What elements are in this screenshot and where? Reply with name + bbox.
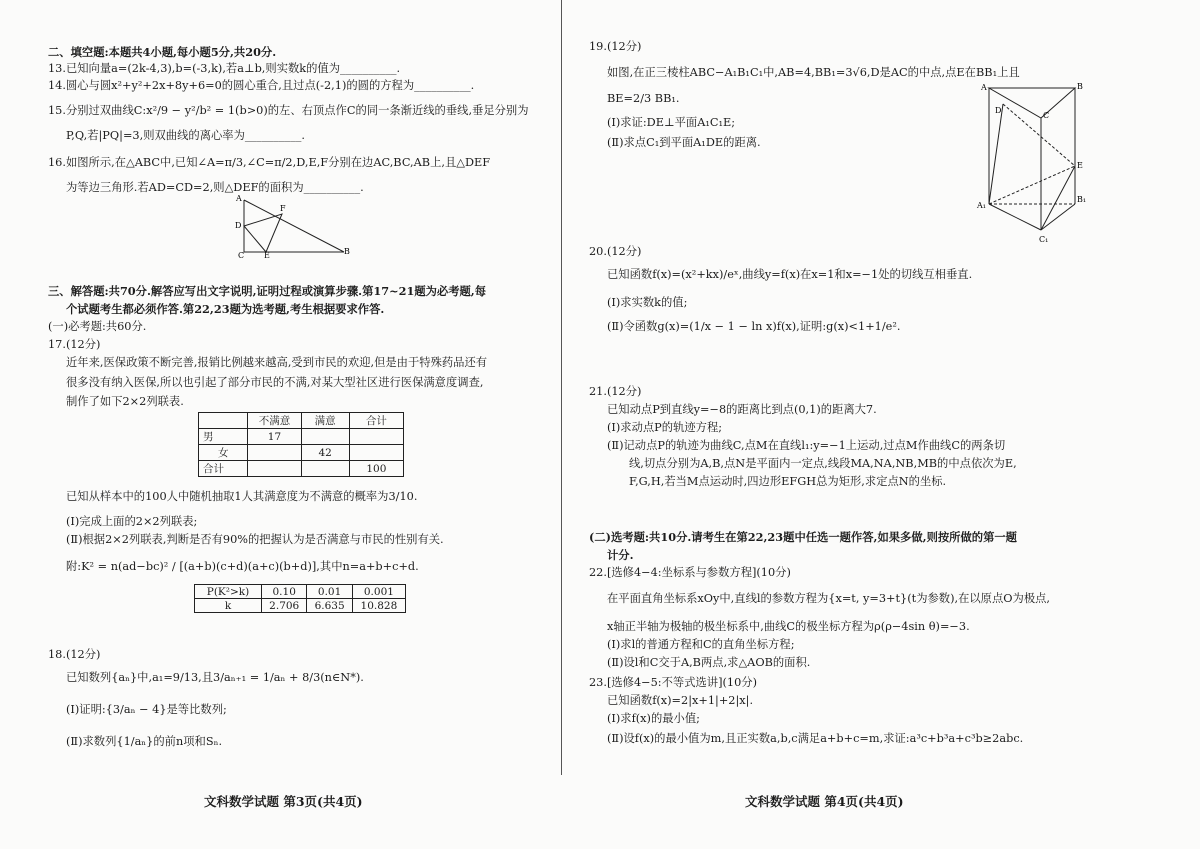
fig19-label-a: A <box>981 83 987 92</box>
fig19-label-d: D <box>995 106 1002 115</box>
table-cell <box>301 429 349 445</box>
table-cell: 42 <box>301 445 349 461</box>
question-17-formula: 附:K² = n(ad−bc)² / [(a+b)(c+d)(a+c)(b+d)],其中n=a+b+c+d. <box>66 560 419 573</box>
fig19-label-c1: C₁ <box>1039 235 1049 244</box>
critical-value-table <box>194 584 406 613</box>
table-cell: P(K²>k) <box>195 585 262 599</box>
table-cell: 0.01 <box>307 585 352 599</box>
table-cell <box>248 461 301 477</box>
question-23-p1: 已知函数f(x)=2|x+1|+2|x|. <box>607 694 754 707</box>
table-cell <box>349 429 403 445</box>
table-cell: 合计 <box>199 461 248 477</box>
table-cell: 0.10 <box>262 585 307 599</box>
question-21-part-ii-line3: F,G,H,若当M点运动时,四边形EFGH总为矩形,求定点N的坐标. <box>629 475 947 488</box>
table-cell: 不满意 <box>248 413 301 429</box>
fig16-label-f: F <box>280 204 286 213</box>
table-cell: 0.001 <box>352 585 405 599</box>
question-22-head: 22.[选修4−4:坐标系与参数方程](10分) <box>589 566 791 579</box>
question-22-p1: 在平面直角坐标系xOy中,直线l的参数方程为{x=t, y=3+t}(t为参数),在以原点O为极点, <box>607 592 1051 605</box>
question-17-head: 17.(12分) <box>48 338 101 351</box>
section-2-title: 二、填空题:本题共4小题,每小题5分,共20分. <box>48 45 277 59</box>
table-cell: 17 <box>248 429 301 445</box>
table-row <box>199 445 404 461</box>
table-row <box>195 585 406 599</box>
page-4 <box>563 0 1200 849</box>
question-20-head: 20.(12分) <box>589 245 642 258</box>
section-3-line1: 三、解答题:共70分.解答应写出文字说明,证明过程或演算步骤.第17~21题为必考题,每 <box>48 284 487 298</box>
triangle-figure-16 <box>232 192 352 258</box>
table-cell: 2.706 <box>262 599 307 613</box>
prism-figure-19 <box>971 80 1087 248</box>
table-cell: 6.635 <box>307 599 352 613</box>
table-cell: 10.828 <box>352 599 405 613</box>
table-row <box>195 599 406 613</box>
question-19-part-ii: (Ⅱ)求点C₁到平面A₁DE的距离. <box>607 136 761 149</box>
table-cell: 满意 <box>301 413 349 429</box>
table-row <box>199 413 404 429</box>
question-23-head: 23.[选修4−5:不等式选讲](10分) <box>589 676 757 689</box>
question-21-part-ii-line1: (Ⅱ)记动点P的轨迹为曲线C,点M在直线l₁:y=−1上运动,过点M作曲线C的两条切 <box>607 439 1006 452</box>
fig16-label-c: C <box>238 251 245 258</box>
question-17-part-ii: (Ⅱ)根据2×2列联表,判断是否有90%的把握认为是否满意与市民的性别有关. <box>66 533 444 546</box>
table-cell: 100 <box>349 461 403 477</box>
question-21-p1: 已知动点P到直线y=−8的距离比到点(0,1)的距离大7. <box>607 403 877 416</box>
table-cell: 女 <box>199 445 248 461</box>
question-22-part-ii: (Ⅱ)设l和C交于A,B两点,求△AOB的面积. <box>607 656 811 669</box>
question-20-p1: 已知函数f(x)=(x²+kx)/eˣ,曲线y=f(x)在x=1和x=−1处的切线互相垂直. <box>607 268 973 281</box>
question-15-line1: 15.分别过双曲线C:x²/9 − y²/b² = 1(b>0)的左、右顶点作C的同一条渐近线的垂线,垂足分别为 <box>48 104 529 117</box>
contingency-table <box>198 412 404 477</box>
section-3-line2: 个试题考生都必须作答.第22,23题为选考题,考生根据要求作答. <box>66 302 385 316</box>
question-16-line2: 为等边三角形.若AD=CD=2,则△DEF的面积为__________. <box>66 181 364 194</box>
question-18-p1: 已知数列{aₙ}中,a₁=9/13,且3/aₙ₊₁ = 1/aₙ + 8/3(n∈N*). <box>66 671 364 684</box>
fig16-label-e: E <box>264 251 270 258</box>
table-cell <box>199 413 248 429</box>
fig19-label-b: B <box>1077 82 1083 91</box>
question-18-part-ii: (Ⅱ)求数列{1/aₙ}的前n项和Sₙ. <box>66 735 223 748</box>
question-21-head: 21.(12分) <box>589 385 642 398</box>
question-13: 13.已知向量a=(2k-4,3),b=(-3,k),若a⊥b,则实数k的值为__________. <box>48 62 401 75</box>
question-20-part-ii: (Ⅱ)令函数g(x)=(1/x − 1 − ln x)f(x),证明:g(x)<1+1/e². <box>607 320 901 333</box>
question-18-part-i: (Ⅰ)证明:{3/aₙ − 4}是等比数列; <box>66 703 227 716</box>
question-22-part-i: (Ⅰ)求l的普通方程和C的直角坐标方程; <box>607 638 795 651</box>
question-17-p4: 已知从样本中的100人中随机抽取1人其满意度为不满意的概率为3/10. <box>66 490 418 503</box>
question-19-p1: 如图,在正三棱柱ABC−A₁B₁C₁中,AB=4,BB₁=3√6,D是AC的中点,点E在BB₁上且 <box>607 66 1020 79</box>
question-23-part-ii: (Ⅱ)设f(x)的最小值为m,且正实数a,b,c满足a+b+c=m,求证:a³c+b³a+c³b≥2abc. <box>607 732 1024 745</box>
optional-section-line1: (二)选考题:共10分.请考生在第22,23题中任选一题作答,如果多做,则按所做的第一题 <box>589 530 1017 544</box>
question-17-part-i: (Ⅰ)完成上面的2×2列联表; <box>66 515 198 528</box>
question-19-p2: BE=2/3 BB₁. <box>607 92 680 105</box>
question-17-p2: 很多没有纳入医保,所以也引起了部分市民的不满,对某大型社区进行医保满意度调查, <box>66 376 484 389</box>
fig19-label-a1: A₁ <box>977 201 986 210</box>
question-18-head: 18.(12分) <box>48 648 101 661</box>
table-row <box>199 429 404 445</box>
question-15-line2: P,Q,若|PQ|=3,则双曲线的离心率为__________. <box>66 129 305 142</box>
question-20-part-i: (Ⅰ)求实数k的值; <box>607 296 688 309</box>
fig16-label-b: B <box>344 247 350 256</box>
table-cell <box>349 445 403 461</box>
question-14: 14.圆心与圆x²+y²+2x+8y+6=0的圆心重合,且过点(-2,1)的圆的方程为__________. <box>48 79 475 92</box>
question-19-part-i: (Ⅰ)求证:DE⊥平面A₁C₁E; <box>607 116 736 129</box>
table-row <box>199 461 404 477</box>
question-21-part-i: (Ⅰ)求动点P的轨迹方程; <box>607 421 723 434</box>
page-3-footer: 文科数学试题 第3页(共4页) <box>204 794 363 809</box>
fig19-label-e: E <box>1077 161 1083 170</box>
table-cell <box>248 445 301 461</box>
question-17-p1: 近年来,医保政策不断完善,报销比例越来越高,受到市民的欢迎,但是由于特殊药品还有 <box>66 356 488 369</box>
fig19-label-c: C <box>1043 111 1050 120</box>
optional-section-line2: 计分. <box>607 548 634 562</box>
fig16-label-a: A <box>236 194 242 203</box>
question-16-line1: 16.如图所示,在△ABC中,已知∠A=π/3,∠C=π/2,D,E,F分别在边AC,BC,AB上,且△DEF <box>48 156 491 169</box>
page-4-footer: 文科数学试题 第4页(共4页) <box>745 794 904 809</box>
fig19-label-b1: B₁ <box>1077 195 1087 204</box>
question-22-p2: x轴正半轴为极轴的极坐标系中,曲线C的极坐标方程为ρ(ρ−4sin θ)=−3. <box>607 620 970 633</box>
question-17-p3: 制作了如下2×2列联表. <box>66 395 184 408</box>
question-21-part-ii-line2: 线,切点分别为A,B,点N是平面内一定点,线段MA,NA,NB,MB的中点依次为E, <box>629 457 1017 470</box>
section-3-required: (一)必考题:共60分. <box>48 320 147 333</box>
question-23-part-i: (Ⅰ)求f(x)的最小值; <box>607 712 700 725</box>
fig16-label-d: D <box>235 221 242 230</box>
question-19-head: 19.(12分) <box>589 40 642 53</box>
table-cell: k <box>195 599 262 613</box>
table-cell: 男 <box>199 429 248 445</box>
table-cell <box>301 461 349 477</box>
page-3 <box>0 0 562 849</box>
table-cell: 合计 <box>349 413 403 429</box>
